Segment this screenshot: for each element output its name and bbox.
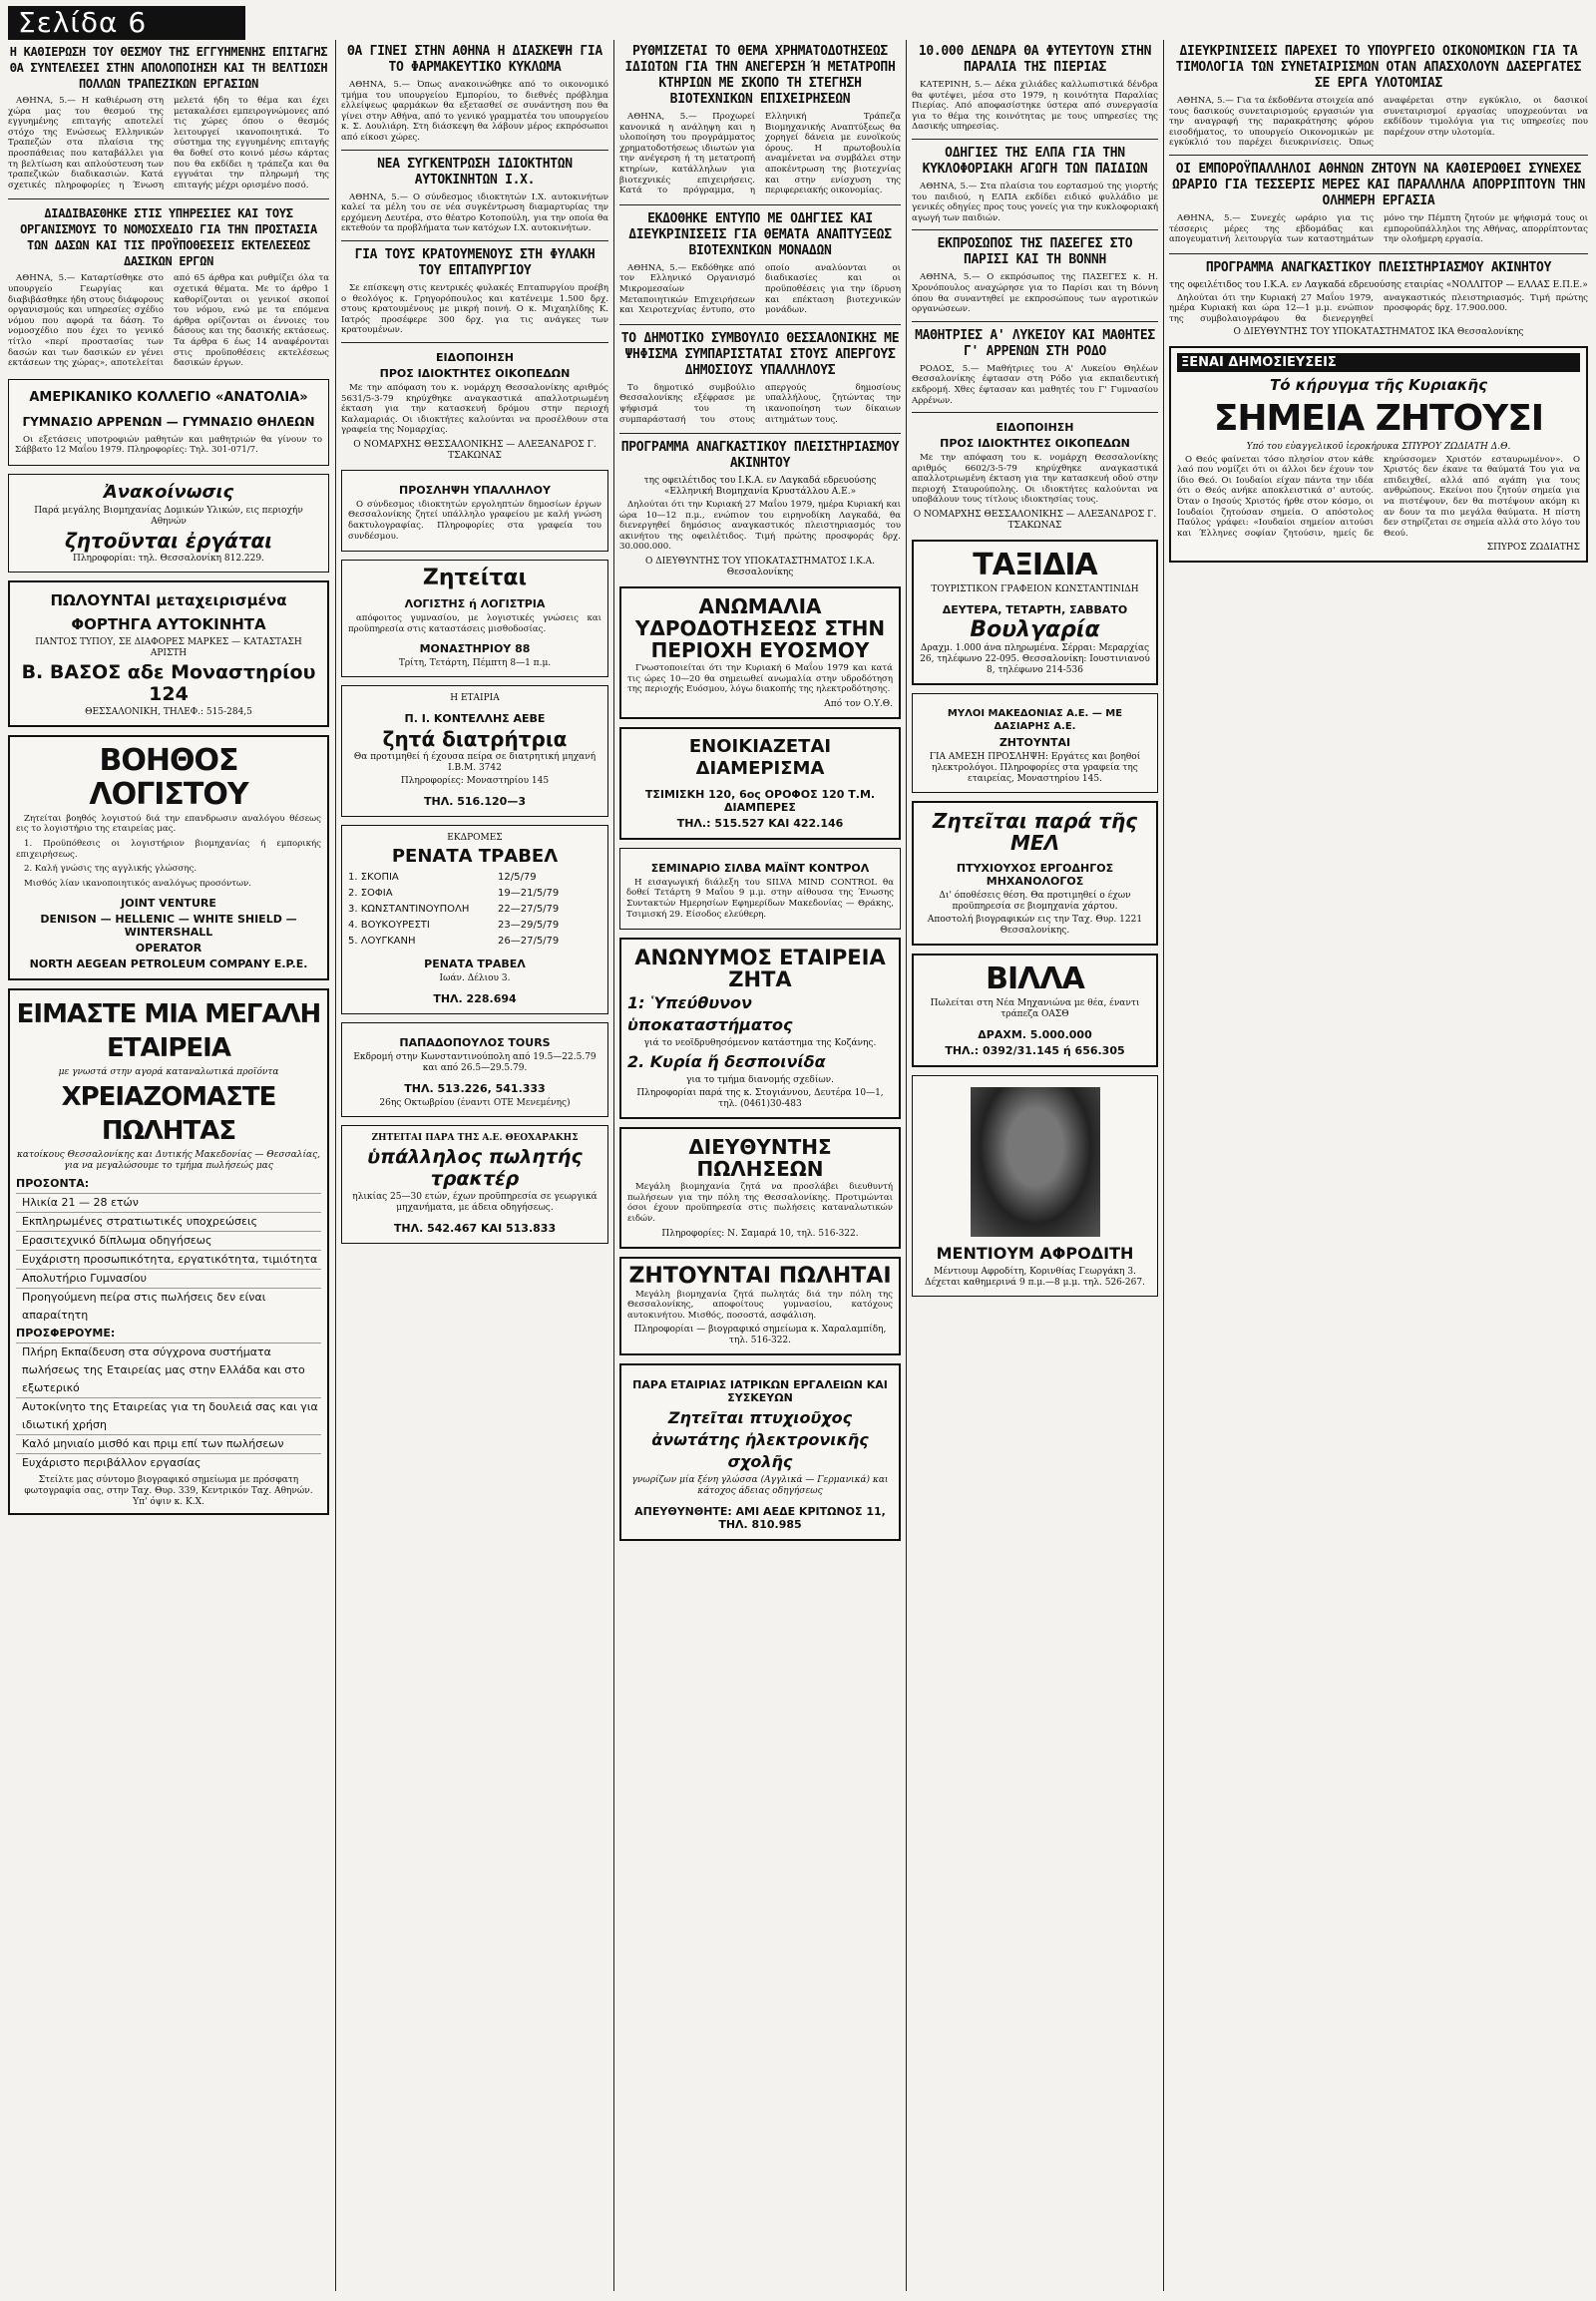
foreign-publications-head: ΞΕΝΑΙ ΔΗΜΟΣΙΕΥΣΕΙΣ [1177,353,1580,372]
ad-anonymous-info: Πληροφορίαι παρά της κ. Στογιάννου, Δευτέρα 10—1, τηλ. (0461)30-483 [636,1088,884,1110]
list-item: Αυτοκίνητο της Εταιρείας για τη δουλειά σας και για ιδιωτική χρήση [16,1397,321,1434]
headline-forest-bill: ΔΙΑΔΙΒΑΣΘΗΚΕ ΣΤΙΣ ΥΠΗΡΕΣΙΕΣ ΚΑΙ ΤΟΥΣ ΟΡΓΑΝΙΣΜΟΥΣ ΤΟ ΝΟΜΟΣΧΕΔΙΟ ΓΙΑ ΤΗΝ ΠΡΟΣΤΑΣΙΑ ΤΩΝ ΔΑΣΩΝ ΚΑΙ ΤΙΣ ΠΡΟΫΠΟΘΕΣΕΙΣ ΕΚΤΕΛΕΣΕΩΣ ΔΑΣΙΚΩΝ ΕΡΓΩΝ [20,206,317,269]
ad-mel-text: Δι' όποθέσεις θέση. Θα προτιμηθεί ο έχων προϋπηρεσία σε βιομηχανία χάρτου. [939,891,1131,913]
ad-big-company [8,988,329,1515]
ad-apartment [619,727,901,840]
sermon-by: Υπό του εὐαγγελικοῦ ἱεροκήρυκα ΣΠΥΡΟΥ ΖΩΔΙΑΤΗ Δ.Θ. [1246,441,1511,452]
ad-anonymous-item1: 1: Ὑπεύθυνον ὑποκαταστήματος [627,993,793,1035]
ad-assistant-accountant-text: Ζητείται βοηθός λογιστού διά την επανδρωσιν αναλόγου θέσεως εις το λογιστήριο της εταιρείας μας. [16,813,321,835]
ad-anatolia-text: Οι εξετάσεις υποτροφιών μαθητών και μαθητριών θα γίνουν το Σάββατο 12 Μαΐου 1979. Πληροφορίες: Τηλ. 301-071/7. [15,434,322,456]
ad-accountant-sub: ΛΟΓΙΣΤΗΣ ή ΛΟΓΙΣΤΡΙΑ [404,597,546,611]
ad-papadopoulos-title: ΠΑΠΑΔΟΠΟΥΛΟΣ TOURS [399,1036,551,1050]
ad-mills-text: ΓΙΑ ΑΜΕΣΗ ΠΡΟΣΛΗΨΗ: Εργάτες και βοηθοί ηλεκτρολόγοι. Πληροφορίες στα γραφεία της εταιρείας, Μοναστηρίου 145. [929,752,1141,785]
ad-medical-head: ΠΑΡΑ ΕΤΑΙΡΙΑΣ ΙΑΤΡΙΚΩΝ ΕΡΓΑΛΕΙΩΝ ΚΑΙ ΣΥΣΚΕΥΩΝ [632,1378,888,1405]
page-label: Σελίδα 6 [8,6,245,40]
headline-shop-workers: ΟΙ ΕΜΠΟΡΟΫΠΑΛΛΗΛΟΙ ΑΘΗΝΩΝ ΖΗΤΟΥΝ ΝΑ ΚΑΘΙΕΡΩΘΕΙ ΣΥΝΕΧΕΣ ΩΡΑΡΙΟ ΓΙΑ ΤΕΣΣΕΡΙΣ ΜΕΡΕΣ ΚΑΙ ΠΑΡΑΛΛΗΛΑ ΑΠΟΡΡΙΠΤΟΥΝ ΤΗΝ ΟΛΗΜΕΡΗ ΕΡΓΑΣΙΑ [1172,161,1585,208]
travel-dest: 4. ΒΟΥΚΟΥΡΕΣΤΙ [348,920,430,932]
ad-medical-equipment [619,1363,901,1541]
auction-sign: Ο ΔΙΕΥΘΥΝΤΗΣ ΤΟΥ ΥΠΟΚΑΤΑΣΤΗΜΑΤΟΣ Ι.Κ.Α. Θεσσαλονίκης [644,557,876,578]
ad-trips-title: ΤΑΞΙΔΙΑ [973,548,1097,583]
list-item [348,934,601,950]
column-rule [1163,40,1164,2291]
column-3 [619,40,901,2293]
ad-sales-director-title: ΔΙΕΥΘΥΝΤΗΣ ΠΩΛΗΣΕΩΝ [688,1135,832,1182]
ad-trips-name: ΤΟΥΡΙΣΤΙΚΟΝ ΓΡΑΦΕΙΟΝ ΚΩΝΣΤΑΝΤΙΝΙΔΗ [931,584,1139,595]
headline-handbook: ΕΚΔΟΘΗΚΕ ΕΝΤΥΠΟ ΜΕ ΟΔΗΓΙΕΣ ΚΑΙ ΔΙΕΥΚΡΙΝΙΣΕΙΣ ΓΙΑ ΘΕΜΑΤΑ ΑΝΑΠΤΥΞΕΩΣ ΒΙΟΤΕΧΝΙΚΩΝ ΜΟΝΑΔΩΝ [628,210,892,258]
headline-financing: ΡΥΘΜΙΖΕΤΑΙ ΤΟ ΘΕΜΑ ΧΡΗΜΑΤΟΔΟΤΗΣΕΩΣ ΙΔΙΩΤΩΝ ΓΙΑ ΤΗΝ ΑΝΕΓΕΡΣΗ Ή ΜΕΤΑΤΡΟΠΗ ΚΤΗΡΙΩΝ ΜΕ ΣΚΟΠΟ ΤΗ ΣΤΕΓΗΣΗ ΒΙΟΤΕΧΝΙΚΩΝ ΕΠΙΧΕΙΡΗΣΕΩΝ [624,44,896,107]
headline-auction: ΠΡΟΓΡΑΜΜΑ ΑΝΑΓΚΑΣΤΙΚΟΥ ΠΛΕΙΣΤΗΡΙΑΣΜΟΥ ΑΚΙΝΗΤΟΥ [620,440,900,472]
ad-big-company-sub: με γνωστά στην αγορά καταναλωτικά προϊόντα [58,1067,279,1078]
ad-villa-title: ΒΙΛΛΑ [986,961,1084,997]
article-rhodes: ΡΟΔΟΣ, 5.— Μαθήτριες του Α' Λυκείου Θηλέων Θεσσαλονίκης έφτασαν στη Ρόδο για εκπαιδευτική εκδρομή. Χθες έφτασαν και μαθητές του Γ' Γυμνασίου Αρρένων. [912,363,1158,406]
ad-assistant-accountant-req2: 2. Καλή γνώσις της αγγλικής γλώσσης. [24,864,198,875]
list-item: Ευχάριστη προσωπικότητα, εργατικότητα, τιμιότητα [16,1250,321,1269]
list-item: Ηλικία 21 — 28 ετών [16,1193,321,1212]
list-item [348,870,601,886]
ad-trucks [8,580,329,727]
ad-evosmos-text: Γνωστοποιείται ότι την Κυριακή 6 Μαΐου 1979 και κατά τις ώρες 10—20 θα σημειωθεί ανωμαλία στην υδροδότηση της περιοχής Ευόσμου, λόγω διακοπής της ηλεκτροδότησης. [627,663,893,695]
ad-travel-name: ΡΕΝΑΤΑ ΤΡΑΒΕΛ [391,846,559,868]
ad-mills [912,693,1158,793]
auction-sub: της οφειλέτιδος του Ι.Κ.Α. εν Λαγκαδά εδρευούσης «Ελληνική Βιομηχανία Κρυστάλλου Α.Ε.» [643,476,877,498]
ad-travel-tel: ΤΗΛ. 228.694 [433,992,517,1006]
ad-big-company-title2: ΧΡΕΙΑΖΟΜΑΣΤΕ ΠΩΛΗΤΑΣ [61,1082,276,1147]
ad-villa-tel: ΤΗΛ.: 0392/31.145 ή 656.305 [945,1044,1125,1058]
article-car-owners: ΑΘΗΝΑ, 5.— Ο σύνδεσμος ιδιοκτητών Ι.Χ. αυτοκινήτων καλεί τα μέλη του σε νέα συγκέντρωση διαμαρτυρίας την ερχόμενη Δευτέρα, στο θέατρο Κοτοπούλη, για την οποία θα εκτεθούν τα προβλήματα των κατόχων Ι.Χ. αυτοκινήτων. [341,192,608,234]
sermon-sign: ΣΠΥΡΟΣ ΖΩΔΙΑΤΗΣ [1486,543,1580,554]
ad-kontellis-head: Η ΕΤΑΙΡΙΑ [450,693,500,704]
ad-villa [912,954,1158,1067]
ad-anatolia-subtitle: ΓΥΜΝΑΣΙΟ ΑΡΡΕΝΩΝ — ΓΥΜΝΑΣΙΟ ΘΗΛΕΩΝ [22,414,315,429]
travel-dest: 5. ΛΟΥΓΚΑΝΗ [348,936,416,948]
ad-papadopoulos-tel: ΤΗΛ. 513.226, 541.333 [404,1082,546,1096]
ad-trips-dest: Βουλγαρία [970,617,1100,643]
notice-text: Με την απόφαση του κ. νομάρχη Θεσσαλονίκης αριθμός 6602/3-5-79 κηρύχθηκε αναγκαστικά απαλλοτριωμένη έκταση για την κατασκευή οδού στην περιοχή Σταυρούπολης. Οι ιδιοκτήτες καλούνται να υποβάλουν τους τίτλους ιδιοκτησίας τους. [912,453,1158,506]
ad-kontellis [341,685,608,817]
ad-anatolia-title: ΑΜΕΡΙΚΑΝΙΚΟ ΚΟΛΛΕΓΙΟ «ΑΝΑΤΟΛΙΑ» [29,389,308,405]
ad-apartment-text: ΤΣΙΜΙΣΚΗ 120, 6ος ΟΡΟΦΟΣ 120 Τ.Μ. ΔΙΑΜΠΕΡΕΣ [644,787,876,814]
article-pharma-conference: ΑΘΗΝΑ, 5.— Όπως ανακοινώθηκε από το οικονομικό τμήμα του υπουργείου Εμπορίου, το διεθνές πρόβλημα ελλείψεως φαρμάκων θα εξετασθεί σε συνάντηση που θα γίνει στην Αθήνα, από το γενικό γραμματέα του υπουργείου κ. Σ. Δουλιάρη. Στη διάσκεψη θα λάβουν μέρος εκπρόσωποι από είκοσι χώρες. [341,80,608,143]
ad-theocharakis-tel: ΤΗΛ. 542.467 ΚΑΙ 513.833 [393,1222,557,1236]
ad-travel-title: ΕΚΔΡΟΜΕΣ [447,833,503,844]
ad-company-3: OPERATOR [135,942,202,956]
article-shop-workers: ΑΘΗΝΑ, 5.— Συνεχές ωράριο για τις τέσσερις μέρες της εβδομάδας και απογευματινή λειτουργία των καταστημάτων μόνο την Πέμπτη ζητούν με ψήφισμά τους οι εμποροϋπάλληλοι της Αθήνας, απορρίπτοντας την ολοήμερη εργασία. [1169,212,1588,245]
list-item: Πλήρη Εκπαίδευση στα σύγχρονα συστήματα πωλήσεως της Εταιρείας μας στην Ελλάδα και στο εξωτερικό [16,1342,321,1397]
ad-mel-sub: ΠΤΥΧΙΟΥΧΟΣ ΕΡΓΟΔΗΓΟΣ ΜΗΧΑΝΟΛΟΓΟΣ [956,862,1114,889]
ad-anonymous-title: ΑΝΩΝΥΜΟΣ ΕΤΑΙΡΕΙΑ ΖΗΤΑ [634,946,886,992]
notice-sign: Ο ΝΟΜΑΡΧΗΣ ΘΕΣΣΑΛΟΝΙΚΗΣ — ΑΛΕΞΑΝΔΡΟΣ Γ. ΤΣΑΚΩΝΑΣ [913,510,1157,532]
ad-theocharakis-text: ηλικίας 25—30 ετών, έχων προϋπηρεσία σε γεωργικά μηχανήματα, με άδεια οδηγήσεως. [352,1192,598,1214]
ad-kontellis-title: ζητά διατρήτρια [382,727,568,752]
ad-trucks-line1: ΠΩΛΟΥΝΤΑΙ μεταχειρισμένα [50,590,287,609]
ad-apartment-tel: ΤΗΛ.: 515.527 ΚΑΙ 422.146 [676,816,844,830]
ad-villa-text: Πωλείται στη Νέα Μηχανιώνα με θέα, έναντι τράπεζα ΟΑΣΘ [930,998,1140,1020]
ad-medium [912,1075,1158,1297]
headline-car-owners: ΝΕΑ ΣΥΓΚΕΝΤΡΩΣΗ ΙΔΙΟΚΤΗΤΩΝ ΑΥΤΟΚΙΝΗΤΩΝ Ι.Χ. [377,156,573,188]
ad-offer-label: ΠΡΟΣΦΕΡΟΥΜΕ: [16,1327,116,1341]
ad-assistant-accountant-req3: Μισθός λίαν ικανοποιητικός αναλόγως προσόντων. [24,878,251,889]
foreign-publications [1169,346,1588,564]
ad-requirements-label: ΠΡΟΣΟΝΤΑ: [16,1177,90,1191]
portrait-photo [971,1087,1100,1237]
article-trees: ΚΑΤΕΡΙΝΗ, 5.— Δέκα χιλιάδες καλλωπιστικά δένδρα θα φυτέψει, μέσα στο 1979, η κοινότητα Παραλίας Πιερίας. Από αποφασίστηκε ύστερα από συνεργασία για το θέμα της κοινότητας με τους υπηρεσίες της Δασικής υπηρεσίας. [912,80,1158,133]
ad-anonymous-item1b: γιά το νεοϊδρυθησόμενον κατάστημα της Κοζάνης. [643,1038,877,1049]
article-financing: ΑΘΗΝΑ, 5.— Προχωρεί κανονικά η ανάληψη και η υλοποίηση του προγράμματος χρηματοδοτήσεως ιδιωτών για την ανέγερση ή τη μετατροπή κτηρίων, κατάλληλων για βιοτεχνικές επιχειρήσεις. Κατά το πρόγραμμα, η Ελληνική Τράπεζα Βιομηχανικής Αναπτύξεως θα χορηγεί δάνεια με ευνοϊκούς όρους. Η πρωτοβουλία αναμένεται να συμβάλει στην αποκέντρωση της βιοτεχνίας και στην ενίσχυση της περιφερειακής οικονομίας. [619,112,901,196]
column-4 [912,40,1158,2293]
ad-trucks-line3: ΠΑΝΤΟΣ ΤΥΠΟΥ, ΣΕ ΔΙΑΦΟΡΕΣ ΜΑΡΚΕΣ — ΚΑΤΑΣΤΑΣΗ ΑΡΙΣΤΗ [35,636,302,658]
ad-accountant-tel: Τρίτη, Τετάρτη, Πέμπτη 8—1 π.μ. [398,658,552,669]
ad-anakoinosis [8,474,329,573]
column-1 [8,40,329,2293]
ad-mel-title: Ζητεῖται παρά τῆς ΜΕΛ [932,809,1138,856]
article-prisoners: Σε επίσκεψη στις κεντρικές φυλακές Επταπυργίου προέβη ο θεολόγος κ. Γρηγορόπουλος και κατένειμε 1.500 δρχ. στους κρατουμένους με μικρή ποινή. Ο κ. Μιχαηλίδης Κ. Ιατρός προσέφερε 300 δρχ. για τις ανάγκες των κρατουμένων. [341,282,608,336]
ad-trucks-line4: Β. ΒΑΣΟΣ αδε Μοναστηρίου 124 [21,660,316,705]
list-item: Απολυτήριο Γυμνασίου [16,1269,321,1288]
headline-pasegas: ΕΚΠΡΟΣΩΠΟΣ ΤΗΣ ΠΑΣΕΓΕΣ ΣΤΟ ΠΑΡΙΣΙ ΚΑΙ ΤΗ ΒΟΝΝΗ [937,236,1133,268]
ad-company-1: JOINT VENTURE [121,897,216,911]
ad-accountant-addr: ΜΟΝΑΣΤΗΡΙΟΥ 88 [419,642,531,656]
ad-medical-foot: ΑΠΕΥΘΥΝΘΗΤΕ: ΑΜΙ ΑΕΔΕ ΚΡΙΤΩΝΟΣ 11, ΤΗΛ. 810.985 [634,1505,886,1532]
ad-big-company-foot: Στείλτε μας σύντομο βιογραφικό σημείωμα με πρόσφατη φωτογραφία σας, στην Ταχ. Θυρ. 339, Κεντρικόν Ταχ. Αθηνών. Υπ' όψιν κ. Κ.Χ. [24,1475,313,1508]
list-item: Καλό μηνιαίο μισθό και πριμ επί των πωλήσεων [16,1434,321,1453]
ad-apartment-title: ΕΝΟΙΚΙΑΖΕΤΑΙ ΔΙΑΜΕΡΙΣΜΑ [688,735,832,779]
ad-travel-addr: Ιωάν. Δέλιου 3. [439,973,511,984]
ad-assistant-accountant-title: ΒΟΗΘΟΣ ΛΟΓΙΣΤΟΥ [89,742,248,812]
auction-sub: της οφειλέτιδος του Ι.Κ.Α. εν Λαγκαδά εδρευούσης εταιρίας «ΝΟΛΛΙΤΟΡ — ΕΛΛΑΣ Ε.Π.Ε.» [1169,279,1588,290]
ad-salesmen-info: Πληροφορίαι — βιογραφικό σημείωμα κ. Χαραλαμπίδη, τηλ. 516-322. [633,1325,887,1346]
ad-kontellis-tel: ΤΗΛ. 516.120—3 [424,795,526,809]
ad-sales-director-info: Πληροφορίες: Ν. Σαμαρά 10, τηλ. 516-322. [661,1228,859,1239]
ad-mills-sub: ΖΗΤΟΥΝΤΑΙ [998,736,1071,750]
list-item: Ευχάριστο περιβάλλον εργασίας [16,1453,321,1472]
column-rule [335,40,336,2291]
article-handbook: ΑΘΗΝΑ, 5.— Εκδόθηκε από τον Ελληνικό Οργανισμό Μικρομεσαίων Μεταποιητικών Επιχειρήσεων και Χειροτεχνίας έντυπο, στο οποίο αναλύονται οι διαδικασίες και οι προϋποθέσεις για την ίδρυση και επέκταση βιοτεχνικών μονάδων. [619,262,901,316]
list-item [348,918,601,934]
travel-date: 19—21/5/79 [498,888,560,900]
auction-sign: Ο ΔΙΕΥΘΥΝΤΗΣ ΤΟΥ ΥΠΟΚΑΤΑΣΤΗΜΑΤΟΣ ΙΚΑ Θεσσαλονίκης [1233,326,1524,337]
ad-anonymous-item2: 2. Κυρία ἤ δεσποινίδα [627,1052,826,1072]
headline-trees: 10.000 ΔΕΝΔΡΑ ΘΑ ΦΥΤΕΥΤΟΥΝ ΣΤΗΝ ΠΑΡΑΛΙΑ ΤΗΣ ΠΙΕΡΙΑΣ [918,44,1152,75]
ad-trips-text: Δραχμ. 1.000 άνα πληρωμένα. Σέρραι: Μεραρχίας 26, τηλέφωνο 22-095. Θεσσαλονίκη: Ιουστινιανού 8, τηλέφωνο 214-536 [920,643,1150,676]
headline-auction: ΠΡΟΓΡΑΜΜΑ ΑΝΑΓΚΑΣΤΙΚΟΥ ΠΛΕΙΣΤΗΡΙΑΣΜΟΥ ΑΚΙΝΗΤΟΥ [1205,259,1552,275]
travel-dest: 1. ΣΚΟΠΙΑ [348,872,399,884]
ad-assistant-accountant [8,735,329,981]
headline-council: ΤΟ ΔΗΜΟΤΙΚΟ ΣΥΜΒΟΥΛΙΟ ΘΕΣΣΑΛΟΝΙΚΗΣ ΜΕ ΨΗΦΙΣΜΑ ΣΥΜΠΑΡΙΣΤΑΤΑΙ ΣΤΟΥΣ ΑΠΕΡΓΟΥΣ ΔΗΜΟΣΙΟΥΣ ΥΠΑΛΛΗΛΟΥΣ [620,330,900,378]
ad-big-company-requirements [16,1175,321,1472]
ad-sales-director [619,1127,901,1248]
ad-mills-title: ΜΥΛΟΙ ΜΑΚΕΔΟΝΙΑΣ Α.Ε. — ΜΕ ΔΑΣΙΑΡΗΣ Α.Ε. [947,708,1123,733]
ad-accountant-text: απόφοιτος γυμνασίου, με λογιστικές γνώσεις και προϋπηρεσία στις καταστάσεις μισθοδοσίας. [348,613,601,634]
travel-dest: 2. ΣΟΦΙΑ [348,888,393,900]
headline-guaranteed-cheque: Η ΚΑΘΙΕΡΩΣΗ ΤΟΥ ΘΕΣΜΟΥ ΤΗΣ ΕΓΓΥΗΜΕΝΗΣ ΕΠΙΤΑΓΗΣ ΘΑ ΣΥΝΤΕΛΕΣΕΙ ΣΤΗΝ ΑΠΟΛΟΠΟΙΗΣΗ ΚΑΙ ΤΗ ΒΕΛΤΙΩΣΗ ΠΟΛΛΩΝ ΤΡΑΠΕΖΙΚΩΝ ΕΡΓΑΣΙΩΝ [9,45,328,91]
article-council: Το δημοτικό συμβούλιο Θεσσαλονίκης εξέφρασε με ψήφισμά του τη συμπαράστασή του στους απεργούς δημοσίους υπαλλήλους, ζητώντας την ικανοποίηση των δίκαιων αιτημάτων τους. [619,382,901,425]
travel-date: 26—27/5/79 [498,936,560,948]
column-5 [1169,40,1588,2293]
travel-dest: 3. ΚΩΝΣΤΑΝΤΙΝΟΥΠΟΛΗ [348,904,470,916]
notice-title: ΕΙΔΟΠΟΙΗΣΗ [435,350,515,364]
ad-mel-info: Αποστολή βιογραφικών εις την Ταχ. Θυρ. 1221 Θεσσαλονίκης. [927,915,1143,937]
notice-sub: ΠΡΟΣ ΙΔΙΟΚΤΗΤΕΣ ΟΙΚΟΠΕΔΩΝ [379,366,571,380]
ad-trips-days: ΔΕΥΤΕΡΑ, ΤΕΤΑΡΤΗ, ΣΑΒΒΑΤΟ [942,603,1128,617]
ad-salesmen [619,1257,901,1356]
auction-text: Δηλούται ότι την Κυριακή 27 Μαΐου 1979, ημέρα Κυριακή και ώρα 12—1 μ.μ. ενώπιον της συμβολαιογράφου θα διενεργηθεί αναγκαστικός πλειστηριασμός. Τιμή πρώτης προσφοράς δρχ. 17.900.000. [1169,292,1588,324]
column-rule [906,40,907,2291]
ad-accountant [341,560,608,677]
ad-big-company-sub2: κατοίκους Θεσσαλονίκης και Δυτικής Μακεδονίας — Θεσσαλίας, για να μεγαλώσουμε το τμήμα πωλήσεώς μας [16,1150,321,1172]
ad-travel-list [348,870,601,950]
ad-kontellis-name: Π. Ι. ΚΟΝΤΕΛΛΗΣ ΑΕΒΕ [404,712,546,726]
ad-big-company-title: ΕΙΜΑΣΤΕ ΜΙΑ ΜΕΓΑΛΗ ΕΤΑΙΡΕΙΑ [16,999,321,1064]
travel-date: 12/5/79 [498,872,537,884]
ad-salesmen-title: ΖΗΤΟΥΝΤΑΙ ΠΩΛΗΤΑΙ [628,1263,892,1289]
article-ministry: ΑΘΗΝΑ, 5.— Για τα έκδοθέντα στοιχεία από τους δασικούς συνεταιρισμούς εργασιών για την αναγραφή της παρακράτησης φόρου εισοδήματος, το υπουργείο Οικονομικών με εγκύκλιό του παρέχει διευκρινίσεις. Όπως αναφέρεται στην εγκύκλιο, οι δασικοί συνεταιρισμοί εργασίας υποχρεούνται να εκδίδουν τιμολόγια για τις υπηρεσίες που παρέχουν στην υλοτομία. [1169,96,1588,149]
ad-mel [912,801,1158,946]
ad-kontellis-text: Θα προτιμηθεί ή έχουσα πείρα σε διατρητική μηχανή I.B.M. 3742 [353,752,597,774]
ad-anonymous-item2b: για το τμήμα διανομής σχεδίων. [685,1075,835,1086]
ad-anakoinosis-head: ζητοῦνται ἐργάται [64,528,273,553]
ad-papadopoulos-text: Εκδρομή στην Κωνσταντινούπολη από 19.5—22.5.79 και από 26.5—29.5.79. [353,1052,597,1074]
ad-theocharakis [341,1125,608,1244]
ad-evosmos [619,586,901,719]
ad-anonymous-company [619,938,901,1119]
column-2 [341,40,608,2293]
ad-papadopoulos-addr: 26ης Οκτωβρίου (έναντι ΟΤΕ Μενεμένης) [379,1098,571,1109]
ad-sales-director-text: Μεγάλη βιομηχανία ζητά να προσλάβει διευθυντή πωλήσεων για την πόλη της Θεσσαλονίκης. Προτιμώνται όσοι έχουν προϋπηρεσία στις πωλήσεις καταναλωτικών ειδών. [627,1182,893,1224]
headline-prisoners: ΓΙΑ ΤΟΥΣ ΚΡΑΤΟΥΜΕΝΟΥΣ ΣΤΗ ΦΥΛΑΚΗ ΤΟΥ ΕΠΤΑΠΥΡΓΙΟΥ [354,246,596,278]
ad-silva-text: Η εισαγωγική διάλεξη του SILVA MIND CONTROL θα δοθεί Τετάρτη 9 Μαΐου 9 μ.μ. στην αίθουσα της Ένωσης Συντακτών Ημερησίων Εφημερίδων Μακεδονίας — Θράκης, Τσιμισκή 29. Είσοδος ελεύθερη. [626,877,894,920]
ad-company-4: NORTH AEGEAN PETROLEUM COMPANY E.P.E. [29,958,308,971]
article-pasegas: ΑΘΗΝΑ, 5.— Ο εκπρόσωπος της ΠΑΣΕΓΕΣ κ. Η. Χρονόπουλος αναχώρησε για το Παρίσι και τη Βόννη όπου θα συναντηθεί με εκπροσώπους των αγροτικών οργανώσεων. [912,272,1158,315]
ad-anakoinosis-foot: Πληροφορίαι: τηλ. Θεσσαλονίκη 812.229. [73,553,264,564]
article-guaranteed-cheque: ΑΘΗΝΑ, 5.— Η καθιέρωση στη χώρα μας του θεσμού της εγγυημένης επιταγής αποτελεί στόχο της Ενώσεως Ελληνικών Τραπεζών στα πλαίσια της προσπάθειας που καταβάλλει για τη βελτίωση και απλούστευση των τραπεζικών διαδικασιών. Κατά σχετικές πληροφορίες η Ένωση μελετά ήδη το θέμα και έχει μετακαλέσει εμπειρογνώμονες από τις χώρες όπου ο θεσμός λειτουργεί ικανοποιητικά. Το σύστημα της εγγυημένης επιταγής θα δοθεί στο κοινό μέσω κάρτας που θα εκδίδει η τράπεζα και θα εγγυάται την πληρωμή της επιταγής μέχρι ορισμένο ποσό. [8,96,329,191]
sermon-title: ΣΗΜΕΙΑ ΖΗΤΟΥΣΙ [1213,397,1544,439]
ad-medical-text: γνωρίζων μία ξένη γλώσσα (Αγγλικά — Γερμανικά) και κάτοχος άδειας οδηγήσεως [631,1475,889,1497]
headline-elpa: ΟΔΗΓΙΕΣ ΤΗΣ ΕΛΠΑ ΓΙΑ ΤΗΝ ΚΥΚΛΟΦΟΡΙΑΚΗ ΑΓΩΓΗ ΤΩΝ ΠΑΙΔΙΩΝ [922,145,1148,177]
list-item: Ερασιτεχνικό δίπλωμα οδηγήσεως [16,1231,321,1250]
article-elpa: ΑΘΗΝΑ, 5.— Στα πλαίσια του εορτασμού της γιορτής του παιδιού, η ΕΛΠΑ εκδίδει ειδικό φυλλάδιο με γενικές οδηγίες προς τους γονείς για την κυκλοφοριακή αγωγή των παιδιών. [912,181,1158,223]
ad-anatolia [8,379,329,466]
ad-medical-title: Ζητεῖται πτυχιοῦχος ἀνωτάτης ἠλεκτρονικῆς σχολῆς [651,1408,869,1472]
list-item: Προηγούμενη πείρα στις πωλήσεις δεν είναι απαραίτητη [16,1288,321,1325]
travel-date: 23—29/5/79 [498,920,560,932]
ad-accountant-title: Ζητείται [422,566,528,591]
ad-travel-name2: ΡΕΝΑΤΑ ΤΡΑΒΕΛ [424,958,526,971]
ad-evosmos-sign: Από τον Ο.Υ.Θ. [824,698,893,709]
ad-hiring-clerk-text: Ο σύνδεσμος ιδιοκτητών εργοληπτών δημοσίων έργων Θεσσαλονίκης ζητεί υπάλληλο γραφείου με καλή γνώση δακτυλογραφίας. Πληροφορίες στα γραφεία του συνδέσμου. [348,499,601,542]
column-rule [613,40,614,2291]
ad-hiring-clerk [341,470,608,552]
ad-anakoinosis-title: Ἀνακοίνωσις [103,481,234,503]
sermon-sub: Τό κήρυγμα τῆς Κυριακῆς [1270,375,1487,394]
ad-medium-title: ΜΕΝΤΙΟΥΜ ΑΦΡΟΔΙΤΗ [936,1244,1134,1264]
headline-pharma-conference: ΘΑ ΓΙΝΕΙ ΣΤΗΝ ΑΘΗΝΑ Η ΔΙΑΣΚΕΨΗ ΓΙΑ ΤΟ ΦΑΡΜΑΚΕΥΤΙΚΟ ΚΥΚΛΩΜΑ [347,44,602,75]
list-item [348,902,601,918]
notice-title: ΕΙΔΟΠΟΙΗΣΗ [996,421,1074,435]
list-item: Εκπληρωμένες στρατιωτικές υποχρεώσεις [16,1212,321,1231]
ad-company-2: DENISON — HELLENIC — WHITE SHIELD — WINTERSHALL [40,913,297,940]
travel-date: 22—27/5/79 [498,904,560,916]
ad-evosmos-title: ΑΝΩΜΑΛΙΑ ΥΔΡΟΔΟΤΗΣΕΩΣ ΣΤΗΝ ΠΕΡΙΟΧΗ ΕΥΟΣΜΟΥ [634,594,886,663]
ad-villa-price: ΔΡΑΧΜ. 5.000.000 [978,1028,1092,1042]
ad-theocharakis-head: ΖΗΤΕΙΤΑΙ ΠΑΡΑ ΤΗΣ Α.Ε. ΘΕΟΧΑΡΑΚΗΣ [371,1133,579,1144]
ad-silva [619,848,901,930]
ad-hiring-clerk-title: ΠΡΟΣΛΗΨΗ ΥΠΑΛΛΗΛΟΥ [399,483,551,497]
ad-papadopoulos-tours [341,1022,608,1117]
ad-trucks-line2: ΦΟΡΤΗΓΑ ΑΥΤΟΚΙΝΗΤΑ [71,614,266,633]
auction-text: Δηλούται ότι την Κυριακή 27 Μαΐου 1979, ημέρα Κυριακή και ώρα 10—12 π.μ., ενώπιον του ειρηνοδίκη Λαγκαδά, θα διενεργηθεί δημόσιος αναγκαστικός πλειστηριασμός του ακινήτου της οφειλέτιδος. Τιμή πρώτης προσφοράς δρχ. 30.000.000. [619,500,901,553]
headline-rhodes: ΜΑΘΗΤΡΙΕΣ Α' ΛΥΚΕΙΟΥ ΚΑΙ ΜΑΘΗΤΕΣ Γ' ΑΡΡΕΝΩΝ ΣΤΗ ΡΟΔΟ [915,327,1155,359]
notice-sign: Ο ΝΟΜΑΡΧΗΣ ΘΕΣΣΑΛΟΝΙΚΗΣ — ΑΛΕΞΑΝΔΡΟΣ Γ. ΤΣΑΚΩΝΑΣ [353,439,597,461]
ad-trucks-line5: ΘΕΣΣΑΛΟΝΙΚΗ, ΤΗΛΕΦ.: 515-284,5 [85,706,252,717]
ad-kontellis-info: Πληροφορίες: Μοναστηρίου 145 [400,776,550,787]
notice-text: Με την απόφαση του κ. νομάρχη Θεσσαλονίκης αριθμός 5631/5-3-79 κηρύχθηκε αναγκαστικά απαλλοτριωμένη έκταση για την κατασκευή δρόμου στην περιοχή Καλαμαριάς. Οι ιδιοκτήτες καλούνται να προσέλθουν στα γραφεία της Νομαρχίας. [341,382,608,436]
ad-silva-title: ΣΕΜΙΝΑΡΙΟ ΣΙΛΒΑ ΜΑΪΝΤ ΚΟΝΤΡΟΛ [650,861,870,875]
ad-assistant-accountant-req1: 1. Προϋπόθεσις οι λογιστήριον βιομηχανίας ή εμπορικής επιχειρήσεως. [16,839,321,860]
ad-trips [912,540,1158,685]
article-forest-bill: ΑΘΗΝΑ, 5.— Καταρτίσθηκε στο υπουργείο Γεωργίας και διαβιβάσθηκε ήδη στους διάφορους οργανισμούς και υπηρεσίες σχέδιο νόμου που αφορά τα δάση. Το νομοσχέδιο που έχει το γενικό τίτλο «περί προστασίας των δασών και των δασικών εν γένει εκτάσεων της χώρας», αποτελείται από 65 άρθρα και ρυθμίζει όλα τα σχετικά θέματα. Με το άρθρο 1 καθορίζονται οι γενικοί σκοποί του νόμου, ενώ με τα επόμενα άρθρα ορίζονται οι έννοιες του δάσους και της δασικής εκτάσεως. Τα άρθρα 6 έως 14 αναφέρονται στις προϋποθέσεις εκτελέσεως δασικών έργων. [8,273,329,369]
list-item [348,886,601,902]
ad-renata-travel [341,825,608,1014]
ad-anakoinosis-text: Παρά μεγάλης Βιομηχανίας Δομικών Υλικών, εις περιοχήν Αθηνών [34,505,303,527]
ad-medium-text: Μέντιουμ Αφροδίτη, Κορινθίας Γεωργάκη 3. Δέχεται καθημερινά 9 π.μ.—8 μ.μ. τηλ. 526-267. [925,1267,1145,1289]
ad-theocharakis-title: ὑπάλληλος πωλητής τρακτέρ [367,1146,583,1191]
ad-salesmen-text: Μεγάλη βιομηχανία ζητά πωλητάς διά την πόλη της Θεσσαλονίκης, αποφοίτους γυμνασίου, κατόχους αυτοκινήτου. Μισθός, ποσοστά, ασφάλιση. [627,1289,893,1321]
headline-ministry: ΔΙΕΥΚΡΙΝΙΣΕΙΣ ΠΑΡΕΧΕΙ ΤΟ ΥΠΟΥΡΓΕΙΟ ΟΙΚΟΝΟΜΙΚΩΝ ΓΙΑ ΤΑ ΤΙΜΟΛΟΓΙΑ ΤΩΝ ΣΥΝΕΤΑΙΡΙΣΜΩΝ ΟΤΑΝ ΑΠΑΣΧΟΛΟΥΝ ΔΑΣΕΡΓΑΤΕΣ ΣΕ ΕΡΓΑ ΥΛΟΤΟΜΙΑΣ [1175,44,1582,91]
sermon-text: Ο Θεός φαίνεται τόσο πλησίον στον κάθε λαό που νομίζει ότι οι άλλοι δεν έχουν τον ίδιο Θεό. Οι Ιουδαίοι είχαν πάντα την ιδέα ότι ο Θεός ανήκε αποκλειστικά σ' αυτούς. Όταν ο Ιησούς Χριστός ήρθε στον κόσμο, οι Ιουδαίοι ζητούσαν σημεία. Ο απόστολος Παύλος γράφει: «Ιουδαίοι σημείον αιτούσι και Έλληνες σοφίαν ζητούσιν, ημείς δε κηρύσσομεν Χριστόν εσταυρωμένον». Ο Χριστός δεν έκανε τα θαύματά Του για να επιδειχθεί, αλλά από αγάπη για τους ανθρώπους. Εκείνοι που ζητούν σημεία για να πιστέψουν, δεν θα πιστέψουν ακόμη κι αν δουν τα πιο μεγάλα θαύματα. Η πίστη δεν στηρίζεται σε σημεία αλλά στο λόγο του Θεού. [1177,454,1580,539]
notice-sub: ΠΡΟΣ ΙΔΙΟΚΤΗΤΕΣ ΟΙΚΟΠΕΔΩΝ [940,437,1130,451]
